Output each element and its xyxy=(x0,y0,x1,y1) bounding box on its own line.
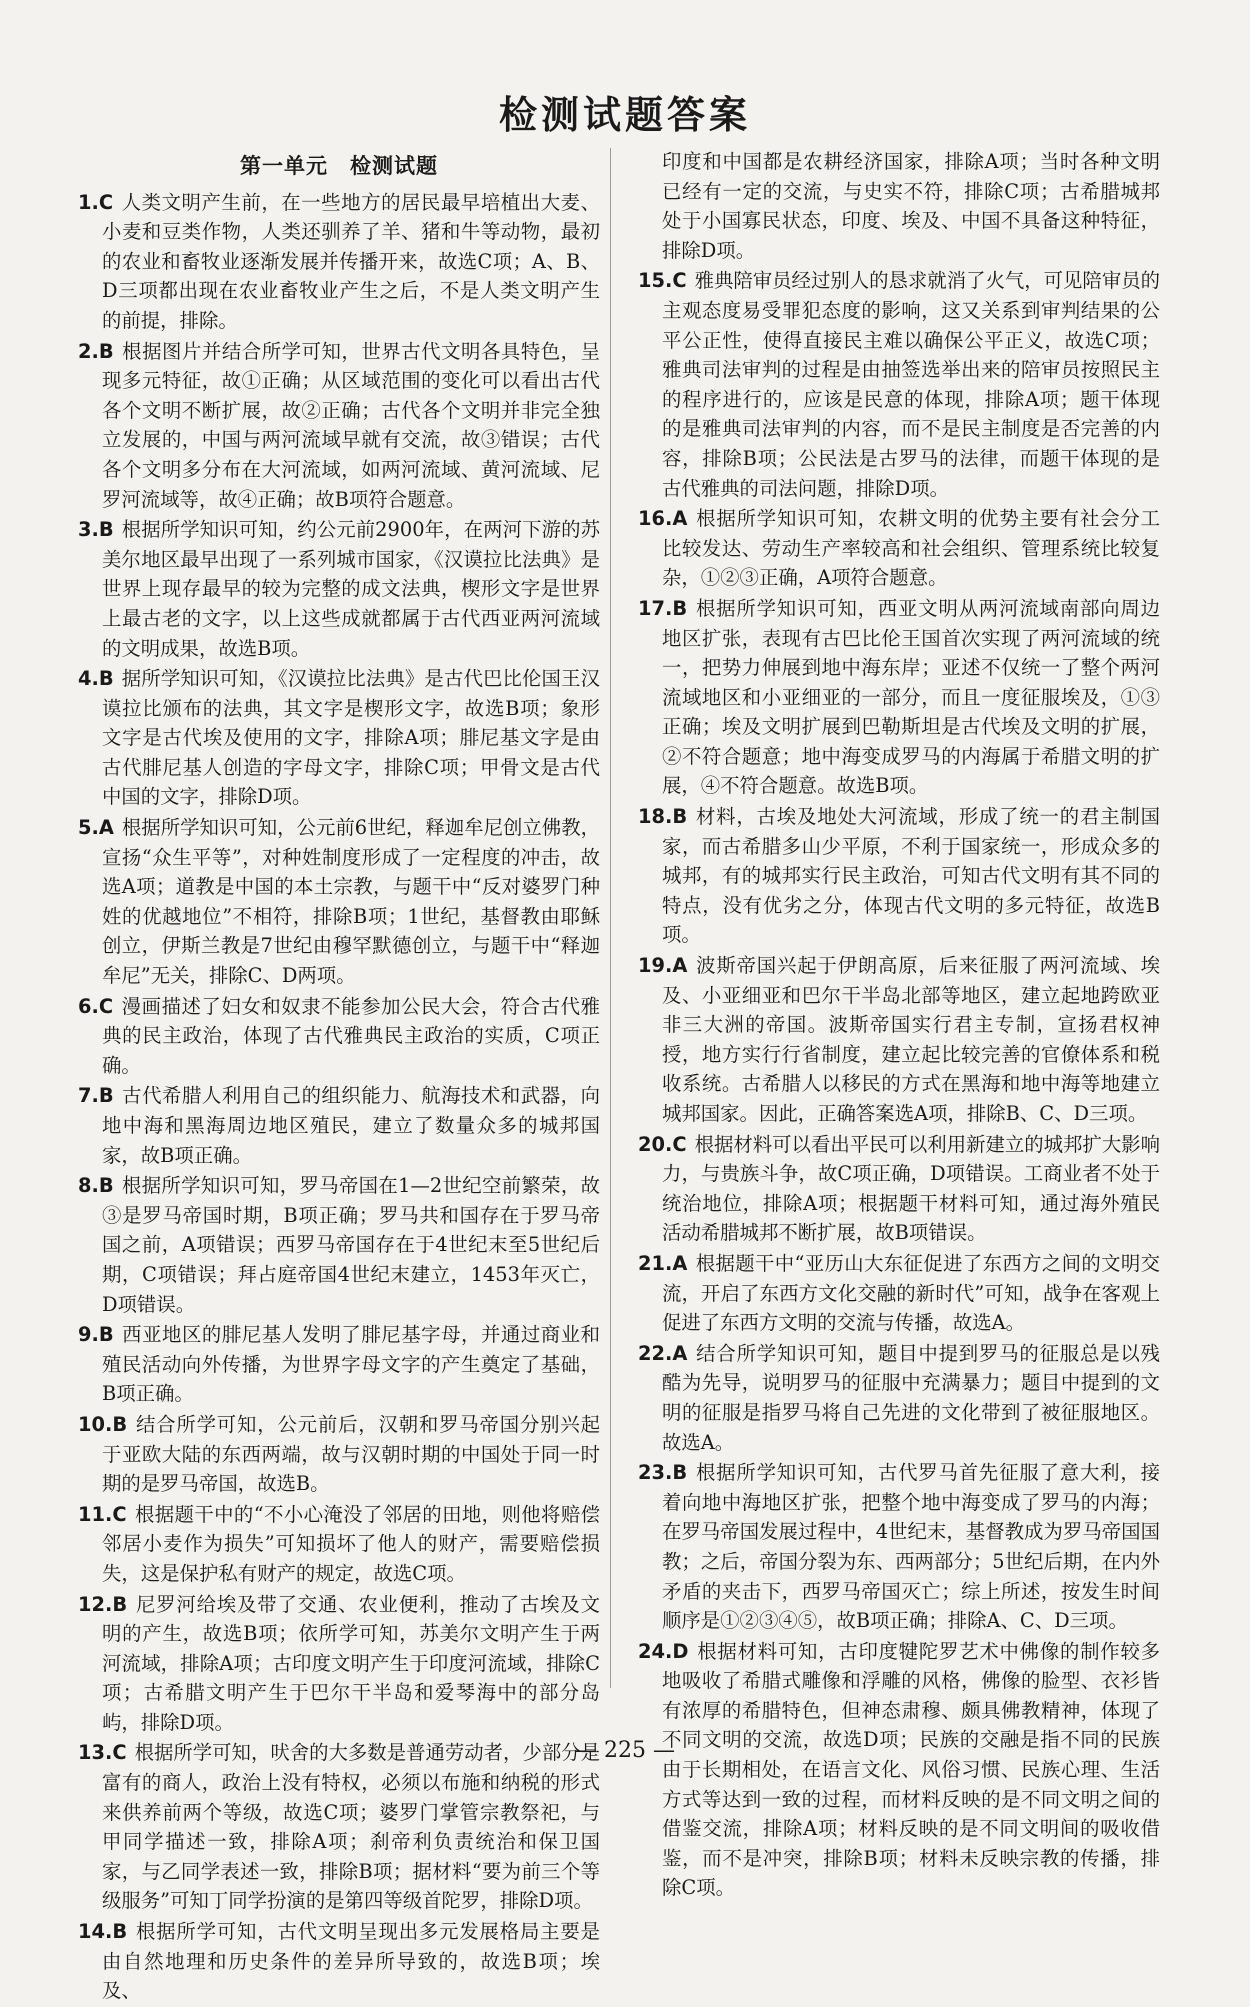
answer-item xyxy=(78,992,600,1081)
answer-letter: B xyxy=(98,1084,114,1108)
answer-item xyxy=(78,664,600,812)
answer-explanation: 根据所学可知，吠舍的大多数是普通劳动者，少部分是富有的商人，政治上没有特权，必须以布施和纳税的形式来供养前两个等级，故选C项；婆罗门掌管宗教祭祀，与甲同学描述一致，排除A项；刹帝利负责统治和保卫国家，与乙同学表述一致，排除B项；据材料“要为前三个等级服务”可知丁同学扮演的是第四等级首陀罗，排除D项。 xyxy=(102,1741,600,1913)
answer-explanation: 根据题干中“亚历山大东征促进了东西方之间的文明交流，开启了东西方文化交融的新时代”可知，战争在客观上促进了东西方文明的交流与传播，故选A。 xyxy=(662,1251,1160,1335)
answer-letter: B xyxy=(112,1920,128,1944)
answer-item xyxy=(638,1339,1160,1457)
answer-item xyxy=(78,337,600,515)
answer-item xyxy=(638,504,1160,593)
question-number: 7. xyxy=(78,1084,99,1108)
right-answer-list xyxy=(638,266,1160,1903)
question-number: 15. xyxy=(638,269,673,293)
answer-item xyxy=(78,1500,600,1589)
answer-explanation: 根据所学知识可知，农耕文明的优势主要有社会分工比较发达、劳动生产率较高和社会组织、管理系统比较复杂，①②③正确，A项符合题意。 xyxy=(662,507,1160,590)
right-column xyxy=(638,147,1160,1904)
answer-item xyxy=(638,594,1160,801)
answer-explanation: 根据所学知识可知，古代罗马首先征服了意大利，接着向地中海地区扩张，把整个地中海变成了罗马的内海；在罗马帝国发展过程中，4世纪末，基督教成为罗马帝国国教；之后，帝国分裂为东、西两部分；5世纪后期，在内外矛盾的夹击下，西罗马帝国灭亡；综上所述，按发生时间顺序是①②③④⑤，故B项正确；排除A、C、D三项。 xyxy=(662,1461,1160,1633)
page-title: 检测试题答案 xyxy=(498,93,751,137)
answer-letter: B xyxy=(672,805,688,829)
question-number: 13. xyxy=(78,1741,113,1765)
question-number: 20. xyxy=(638,1132,673,1156)
answer-letter: A xyxy=(672,1341,688,1365)
answer-explanation: 材料，古埃及地处大河流域，形成了统一的君主制国家，而古希腊多山少平原，不利于国家统一，形成众多的城邦，有的城邦实行民主政治，可知古代文明有其不同的特点，没有优劣之分，体现古代文明的多元特征，故选B项。 xyxy=(662,805,1160,947)
answer-item xyxy=(78,1590,600,1738)
question-number: 21. xyxy=(638,1251,673,1275)
answer-letter: B xyxy=(112,1412,128,1436)
answer-explanation: 根据所学可知，古代文明呈现出多元发展格局主要是由自然地理和历史条件的差异所导致的，故选B项；埃及、 xyxy=(102,1920,600,2003)
answer-item xyxy=(78,1738,600,1916)
answer-item xyxy=(638,1249,1160,1338)
answer-letter: B xyxy=(672,596,688,620)
question-number: 1. xyxy=(78,190,99,214)
page-number: — 225 — xyxy=(575,1738,675,1763)
question-number: 17. xyxy=(638,596,673,620)
answer-explanation: 根据题干中的“不小心淹没了邻居的田地，则他将赔偿邻居小麦作为损失”可知损坏了他人的财产，需要赔偿损失，这是保护私有财产的规定，故选C项。 xyxy=(102,1502,600,1585)
answer-item xyxy=(638,1637,1160,1903)
unit-heading: 第一单元 检测试题 xyxy=(240,154,438,178)
answer-item xyxy=(638,266,1160,503)
question-number: 6. xyxy=(78,994,99,1018)
answer-explanation: 根据所学知识可知，约公元前2900年，在两河下游的苏美尔地区最早出现了一系列城市国家，《汉谟拉比法典》是世界上现存最早的较为完整的成文法典，楔形文字是世界上最古老的文字，以上这些成就都属于古代西亚两河流域的文明成果，故选B项。 xyxy=(102,518,600,660)
answer-letter: B xyxy=(98,339,114,363)
answer-explanation: 根据所学知识可知，公元前6世纪，释迦牟尼创立佛教，宣扬“众生平等”，对种姓制度形成了一定程度的冲击，故选A项；道教是中国的本土宗教，与题干中“反对婆罗门种姓的优越地位”不相符，排除B项；1世纪，基督教由耶稣创立，伊斯兰教是7世纪由穆罕默德创立，与题干中“释迦牟尼”无关，排除C、D两项。 xyxy=(102,816,600,988)
question-number: 10. xyxy=(78,1412,113,1436)
answer-letter: B xyxy=(98,518,114,542)
answer-explanation: 根据所学知识可知，西亚文明从两河流域南部向周边地区扩张，表现有古巴比伦王国首次实现了两河流域的统一，把势力伸展到地中海东岸；亚述不仅统一了整个两河流域地区和小亚细亚的一部分，而且一度征服埃及，①③正确；埃及文明扩展到巴勒斯坦是古代埃及文明的扩展，②不符合题意；地中海变成罗马的内海属于希腊文明的扩展，④不符合题意。故选B项。 xyxy=(662,596,1160,798)
answer-explanation: 尼罗河给埃及带了交通、农业便利，推动了古埃及文明的产生，故选B项；依所学可知，苏美尔文明产生于两河流域，排除A项；古印度文明产生于印度河流域，排除C项；古希腊文明产生于巴尔干半岛和爱琴海中的部分岛屿，排除D项。 xyxy=(102,1592,600,1734)
answer-explanation: 结合所学知识可知，题目中提到罗马的征服总是以残酷为先导，说明罗马的征服中充满暴力；题目中提到的文明的征服是指罗马将自己先进的文化带到了被征服地区。故选A。 xyxy=(662,1341,1160,1454)
answer-letter: D xyxy=(672,1639,689,1663)
question-number: 5. xyxy=(78,816,99,840)
question-number: 14. xyxy=(78,1920,113,1944)
answer-explanation: 根据所学知识可知，罗马帝国在1—2世纪空前繁荣，故③是罗马帝国时期，B项正确；罗马共和国存在于罗马帝国之前，A项错误；西罗马帝国存在于4世纪末至5世纪后期，C项错误；拜占庭帝国4世纪末建立，1453年灭亡，D项错误。 xyxy=(102,1174,600,1316)
answer-letter: B xyxy=(98,667,114,691)
answer-explanation: 雅典陪审员经过别人的恳求就消了火气，可见陪审员的主观态度易受罪犯态度的影响，这又关系到审判结果的公平公正性，使得直接民主难以确保公平正义，故选C项；雅典司法审判的过程是由抽签选举出来的陪审员按照民主的程序进行的，应该是民意的体现，排除A项；题干体现的是雅典司法审判的内容，而不是民主制度是否完善的内容，排除B项；公民法是古罗马的法律，而题干体现的是古代雅典的司法问题，排除D项。 xyxy=(662,269,1160,500)
answer-item xyxy=(78,515,600,663)
question-number: 9. xyxy=(78,1323,99,1347)
answer-explanation: 根据材料可知，古印度犍陀罗艺术中佛像的制作较多地吸收了希腊式雕像和浮雕的风格，佛像的脸型、衣衫皆有浓厚的希腊特色，但神态肃穆、颇具佛教精神，体现了不同文明的交流，故选D项；民族的交融是指不同的民族由于长期相处，在语言文化、风俗习惯、民族心理、生活方式等达到一致的过程，而材料反映的是不同文明之间的借鉴交流，排除A项；材料反映的是不同文明间的吸收借鉴，而不是冲突，排除B项；材料未反映宗教的传播，排除C项。 xyxy=(662,1639,1160,1900)
answer-explanation: 结合所学可知，公元前后，汉朝和罗马帝国分别兴起于亚欧大陆的东西两端，故与汉朝时期的中国处于同一时期的是罗马帝国，故选B。 xyxy=(102,1412,600,1496)
answer-letter: A xyxy=(672,954,688,978)
answer-letter: B xyxy=(98,1174,114,1198)
answer-item xyxy=(638,951,1160,1129)
answer-explanation: 根据材料可以看出平民可以利用新建立的城邦扩大影响力，与贵族斗争，故C项正确，D项错误。工商业者不处于统治地位，排除A项；根据题干材料可知，通过海外殖民活动希腊城邦不断扩展，故B项错误。 xyxy=(662,1132,1160,1245)
left-column xyxy=(78,150,600,2007)
question-number: 2. xyxy=(78,339,99,363)
question-number: 23. xyxy=(638,1461,673,1485)
answer-explanation: 波斯帝国兴起于伊朗高原，后来征服了两河流域、埃及、小亚细亚和巴尔干半岛北部等地区，建立起地跨欧亚非三大洲的帝国。波斯帝国实行君主专制，宣扬君权神授，地方实行行省制度，建立起比较完善的官僚体系和税收系统。古希腊人以移民的方式在黑海和地中海等地建立城邦国家。因此，正确答案选A项，排除B、C、D三项。 xyxy=(662,954,1160,1125)
answer-item xyxy=(78,188,600,336)
answer-explanation: 据所学知识可知，《汉谟拉比法典》是古代巴比伦国王汉谟拉比颁布的法典，其文字是楔形文字，故选B项；象形文字是古代埃及使用的文字，排除A项；腓尼基文字是由古代腓尼基人创造的字母文字，排除C项；甲骨文是古代中国的文字，排除D项。 xyxy=(102,667,600,809)
question-number: 22. xyxy=(638,1341,673,1365)
question-number: 4. xyxy=(78,667,99,691)
answer-letter: B xyxy=(98,1323,114,1347)
question-number: 16. xyxy=(638,507,673,531)
answer-letter: A xyxy=(672,1251,688,1275)
answer-explanation: 人类文明产生前，在一些地方的居民最早培植出大麦、小麦和豆类作物，人类还驯养了羊、猪和牛等动物，最初的农业和畜牧业逐渐发展并传播开来，故选C项；A、B、D三项都出现在农业畜牧业产生之后，不是人类文明产生的前提，排除。 xyxy=(102,190,600,332)
answer-explanation: 古代希腊人利用自己的组织能力、航海技术和武器，向地中海和黑海周边地区殖民，建立了数量众多的城邦国家，故B项正确。 xyxy=(102,1084,600,1167)
answer-letter: C xyxy=(672,269,687,293)
question-number: 18. xyxy=(638,805,673,829)
answer-letter: B xyxy=(112,1592,128,1616)
question-number: 11. xyxy=(78,1502,113,1526)
continued-answer-text: 印度和中国都是农耕经济国家，排除A项；当时各种文明已经有一定的交流，与史实不符，排除C项；古希腊城邦处于小国寡民状态，印度、埃及、中国不具备这种特征，排除D项。 xyxy=(662,150,1160,262)
answer-explanation: 西亚地区的腓尼基人发明了腓尼基字母，并通过商业和殖民活动向外传播，为世界字母文字的产生奠定了基础，B项正确。 xyxy=(102,1323,600,1406)
question-number: 12. xyxy=(78,1592,113,1616)
answer-letter: C xyxy=(98,994,114,1018)
answer-letter: A xyxy=(672,507,688,531)
answer-letter: B xyxy=(672,1461,688,1485)
question-number: 8. xyxy=(78,1174,99,1198)
answer-letter: C xyxy=(98,190,114,214)
question-number: 24. xyxy=(638,1639,673,1663)
answer-item xyxy=(78,1917,600,2006)
answer-item xyxy=(78,1320,600,1409)
answer-explanation: 漫画描述了妇女和奴隶不能参加公民大会，符合古代雅典的民主政治，体现了古代雅典民主政治的实质，C项正确。 xyxy=(102,994,600,1077)
answer-item xyxy=(78,1171,600,1319)
left-answer-list xyxy=(78,188,600,2006)
column-divider xyxy=(610,148,611,1688)
answer-item xyxy=(78,1410,600,1499)
answer-letter: C xyxy=(112,1741,127,1765)
question-number: 19. xyxy=(638,954,673,978)
answer-item xyxy=(78,813,600,991)
answer-letter: C xyxy=(112,1502,127,1526)
answer-item xyxy=(638,1130,1160,1248)
answer-letter: C xyxy=(672,1132,687,1156)
answer-item xyxy=(78,1081,600,1170)
answer-explanation: 根据图片并结合所学可知，世界古代文明各具特色，呈现多元特征，故①正确；从区域范围的变化可以看出古代各个文明不断扩展，故②正确；古代各个文明并非完全独立发展的，中国与两河流域早就有交流，故③错误；古代各个文明多分布在大河流域，如两河流域、黄河流域、尼罗河流域等，故④正确；故B项符合题意。 xyxy=(102,339,600,511)
question-number: 3. xyxy=(78,518,99,542)
answer-item xyxy=(638,802,1160,950)
answer-letter: A xyxy=(98,816,114,840)
answer-item xyxy=(638,1458,1160,1636)
